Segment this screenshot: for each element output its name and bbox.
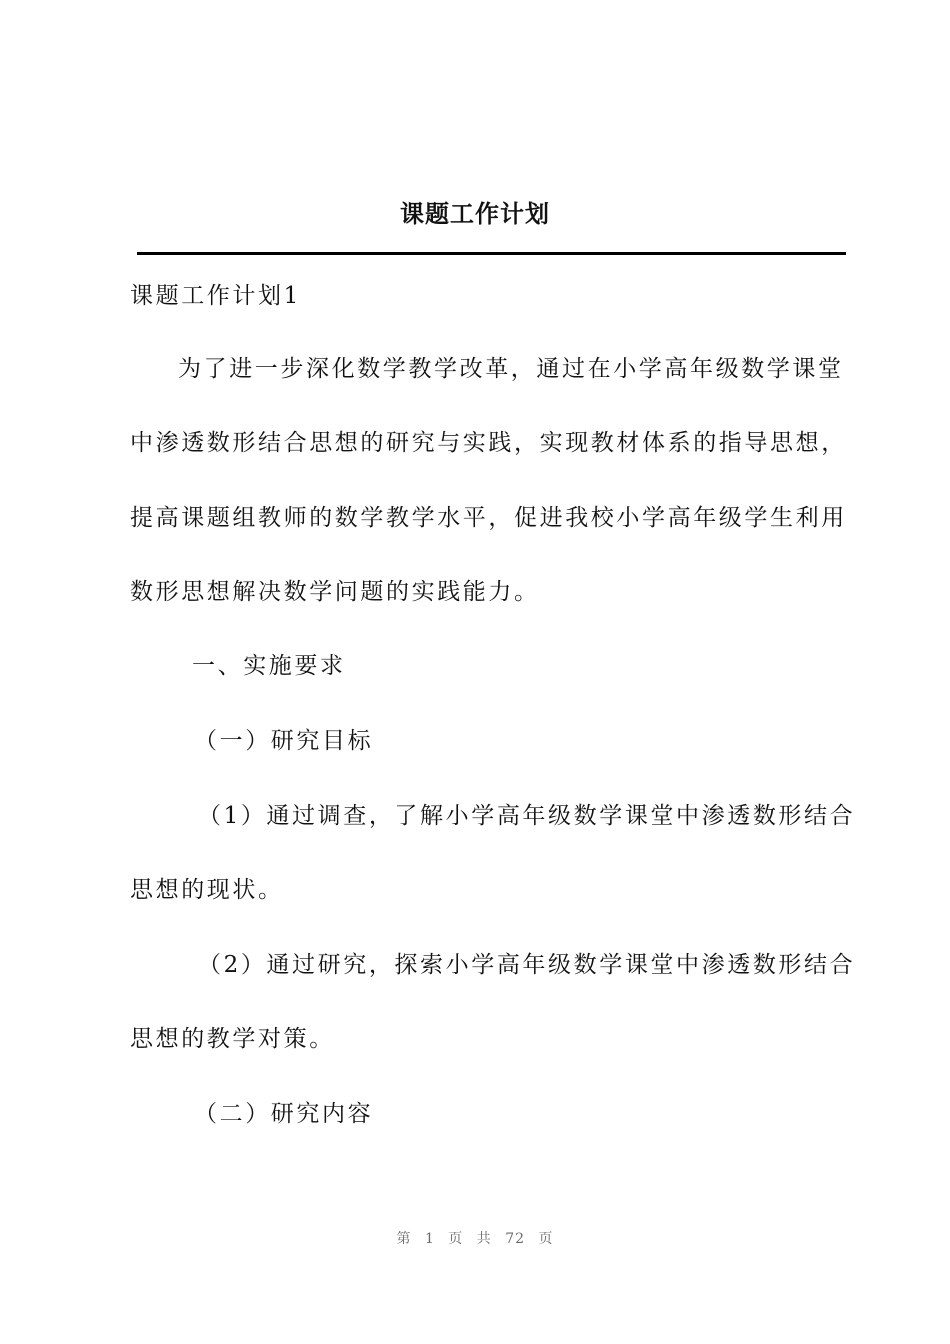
paragraph-line: 中渗透数形结合思想的研究与实践，实现教材体系的指导思想， (130, 430, 847, 456)
paragraph-line: 为了进一步深化数学教学改革，通过在小学高年级数学课堂 (178, 356, 844, 382)
paragraph-line: （1）通过调查，了解小学高年级数学课堂中渗透数形结合 (198, 803, 856, 829)
section-heading: 课题工作计划1 (130, 283, 301, 309)
page-number: 第 1 页 共 72 页 (396, 1231, 554, 1247)
paragraph-line: 思想的现状。 (130, 877, 284, 903)
subheading: （二）研究内容 (194, 1101, 374, 1127)
paragraph-line: 思想的教学对策。 (130, 1026, 335, 1052)
subheading: 一、实施要求 (192, 653, 346, 679)
page-title: 课题工作计划 (400, 199, 550, 228)
paragraph-line: 数形思想解决数学问题的实践能力。 (130, 579, 540, 605)
paragraph-line: （2）通过研究，探索小学高年级数学课堂中渗透数形结合 (198, 952, 856, 978)
paragraph-line: 提高课题组教师的数学教学水平，促进我校小学高年级学生利用 (130, 505, 847, 531)
subheading: （一）研究目标 (194, 728, 374, 754)
title-divider (137, 252, 846, 255)
